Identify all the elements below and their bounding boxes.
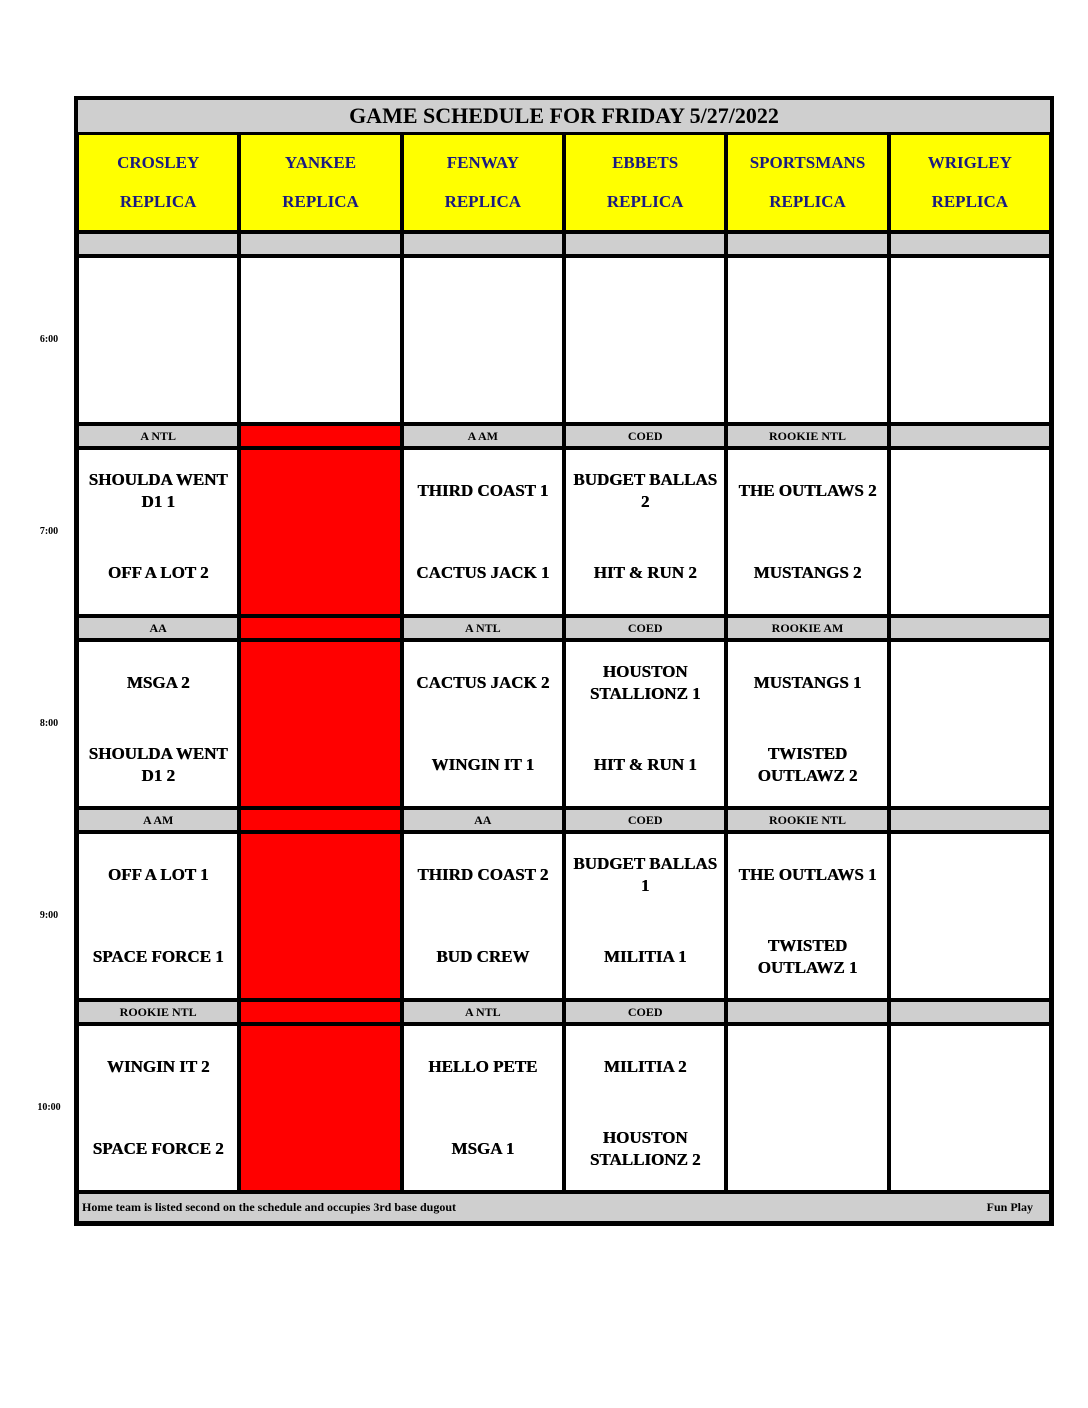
visiting-team: BUDGET BALLAS 1 — [573, 853, 718, 895]
division-label: ROOKIE NTL — [726, 808, 888, 832]
venue-subtitle: REPLICA — [282, 191, 359, 211]
venue-name: FENWAY — [446, 153, 519, 173]
venue-subtitle: REPLICA — [444, 191, 522, 211]
division-label: ROOKIE NTL — [77, 1000, 239, 1024]
game-slot-ebbets-6-00 — [564, 256, 726, 424]
venue-name: SPORTSMANS — [749, 153, 866, 173]
venue-header-crosley — [77, 133, 239, 232]
division-label — [239, 808, 401, 832]
division-label: A AM — [77, 808, 239, 832]
venue-header-yankee — [239, 133, 401, 232]
visiting-team: HOUSTON STALLIONZ 1 — [589, 661, 701, 703]
game-slot-ebbets-8-00 — [564, 640, 726, 808]
division-label: COED — [564, 1000, 726, 1024]
venue-header-ebbets — [564, 133, 726, 232]
visiting-team: WINGIN IT 2 — [106, 1056, 210, 1076]
division-label: A NTL — [402, 1000, 564, 1024]
division-label — [889, 808, 1051, 832]
visiting-team: MUSTANGS 1 — [753, 672, 862, 692]
game-slot-ebbets-9-00 — [564, 832, 726, 1000]
visiting-team: THIRD COAST 2 — [417, 864, 549, 884]
division-label — [239, 424, 401, 448]
game-slot-yankee-10-00 — [239, 1024, 401, 1192]
venue-header-sportsmans — [726, 133, 888, 232]
time-label-7-00: 7:00 — [39, 526, 59, 537]
division-label — [726, 232, 888, 256]
visiting-team: THE OUTLAWS 2 — [738, 480, 877, 500]
venue-name: WRIGLEY — [927, 153, 1012, 173]
home-team: HOUSTON STALLIONZ 2 — [589, 1127, 701, 1169]
venue-subtitle: REPLICA — [606, 191, 684, 211]
home-team: MUSTANGS 2 — [753, 562, 862, 582]
time-label-8-00: 8:00 — [39, 718, 59, 729]
division-label: ROOKIE AM — [726, 616, 888, 640]
game-slot-yankee-7-00 — [239, 448, 401, 616]
visiting-team: MSGA 2 — [126, 672, 190, 692]
division-label: COED — [564, 616, 726, 640]
division-label: A NTL — [77, 424, 239, 448]
schedule-table — [74, 96, 1054, 1226]
home-team: MSGA 1 — [451, 1138, 515, 1158]
home-team: SPACE FORCE 2 — [92, 1138, 224, 1158]
division-label — [239, 232, 401, 256]
game-slot-yankee-8-00 — [239, 640, 401, 808]
division-label: AA — [77, 616, 239, 640]
division-label — [564, 232, 726, 256]
visiting-team: THE OUTLAWS 1 — [738, 864, 877, 884]
division-label: COED — [564, 424, 726, 448]
division-label: COED — [564, 808, 726, 832]
visiting-team: MILITIA 2 — [603, 1056, 687, 1076]
home-team-note: Home team is listed second on the schedule and occupies 3rd base dugout — [82, 1200, 457, 1214]
game-slot-fenway-10-00 — [402, 1024, 564, 1192]
visiting-team: CACTUS JACK 2 — [416, 672, 550, 692]
schedule-footer — [77, 1192, 1051, 1223]
game-slot-ebbets-7-00 — [564, 448, 726, 616]
home-team: TWISTED OUTLAWZ 1 — [757, 935, 858, 977]
division-label — [239, 1000, 401, 1024]
division-label — [889, 232, 1051, 256]
division-label — [239, 616, 401, 640]
home-team: OFF A LOT 2 — [107, 562, 209, 582]
division-label — [726, 1000, 888, 1024]
home-team: SHOULDA WENT D1 2 — [88, 743, 228, 785]
game-slot-ebbets-10-00 — [564, 1024, 726, 1192]
venue-header-wrigley — [889, 133, 1051, 232]
game-slot-wrigley-7-00 — [889, 448, 1051, 616]
visiting-team: THIRD COAST 1 — [417, 480, 549, 500]
home-team: SPACE FORCE 1 — [92, 946, 224, 966]
time-label-9-00: 9:00 — [39, 910, 59, 921]
game-slot-crosley-7-00 — [77, 448, 239, 616]
venue-name: EBBETS — [612, 153, 679, 173]
game-slot-sportsmans-8-00 — [726, 640, 888, 808]
game-slot-fenway-7-00 — [402, 448, 564, 616]
game-slot-fenway-9-00 — [402, 832, 564, 1000]
time-label-10-00: 10:00 — [37, 1102, 61, 1113]
venue-subtitle: REPLICA — [119, 191, 197, 211]
game-slot-sportsmans-6-00 — [726, 256, 888, 424]
game-slot-wrigley-8-00 — [889, 640, 1051, 808]
game-slot-sportsmans-9-00 — [726, 832, 888, 1000]
visiting-team: OFF A LOT 1 — [107, 864, 209, 884]
home-team: CACTUS JACK 1 — [416, 562, 550, 582]
venue-subtitle: REPLICA — [769, 191, 846, 211]
division-label — [889, 616, 1051, 640]
game-slot-fenway-6-00 — [402, 256, 564, 424]
home-team: HIT & RUN 1 — [593, 754, 697, 774]
game-slot-sportsmans-7-00 — [726, 448, 888, 616]
game-slot-crosley-9-00 — [77, 832, 239, 1000]
venue-subtitle: REPLICA — [931, 191, 1009, 211]
time-label-6-00: 6:00 — [39, 334, 59, 345]
division-label: ROOKIE NTL — [726, 424, 888, 448]
game-slot-crosley-6-00 — [77, 256, 239, 424]
home-team: MILITIA 1 — [603, 946, 687, 966]
game-slot-crosley-8-00 — [77, 640, 239, 808]
game-slot-wrigley-10-00 — [889, 1024, 1051, 1192]
division-label — [889, 1000, 1051, 1024]
home-team: BUD CREW — [436, 946, 530, 966]
venue-name: YANKEE — [284, 153, 357, 173]
division-label — [889, 424, 1051, 448]
division-label — [77, 232, 239, 256]
visiting-team: HELLO PETE — [428, 1056, 538, 1076]
schedule-title: GAME SCHEDULE FOR FRIDAY 5/27/2022 — [77, 99, 1051, 133]
game-slot-fenway-8-00 — [402, 640, 564, 808]
division-label — [402, 232, 564, 256]
venue-name: CROSLEY — [117, 153, 200, 173]
fun-play-label: Fun Play — [986, 1200, 1033, 1214]
division-label: A NTL — [402, 616, 564, 640]
venue-header-fenway — [402, 133, 564, 232]
home-team: HIT & RUN 2 — [593, 562, 697, 582]
division-label: A AM — [402, 424, 564, 448]
visiting-team: SHOULDA WENT D1 1 — [88, 469, 228, 511]
game-slot-sportsmans-10-00 — [726, 1024, 888, 1192]
game-slot-wrigley-9-00 — [889, 832, 1051, 1000]
game-slot-yankee-9-00 — [239, 832, 401, 1000]
division-label: AA — [402, 808, 564, 832]
home-team: TWISTED OUTLAWZ 2 — [757, 743, 858, 785]
game-slot-yankee-6-00 — [239, 256, 401, 424]
game-slot-crosley-10-00 — [77, 1024, 239, 1192]
home-team: WINGIN IT 1 — [431, 754, 535, 774]
game-slot-wrigley-6-00 — [889, 256, 1051, 424]
visiting-team: BUDGET BALLAS 2 — [573, 469, 718, 511]
